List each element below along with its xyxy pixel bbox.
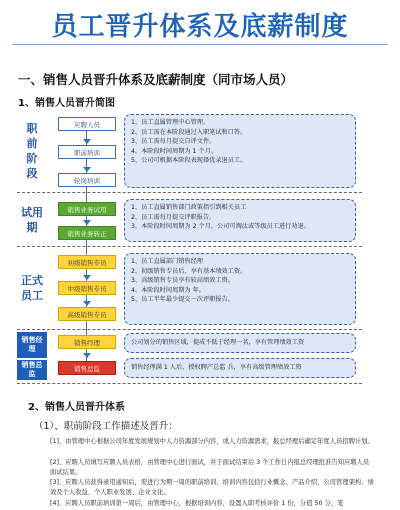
title-divider <box>12 44 388 45</box>
detail-box-manager: 公司划分的销售区域，提成不低于经理一名，享有管理绩效工资 <box>124 333 356 353</box>
paragraph-item: [3]、应聘人员获得录用通知后，需进行为期一周的职前培训，培训内容包括行业概念、产品介绍、公司管理架构、绩效及个人收益、个人职业发展、企业文化。 <box>50 479 374 496</box>
detail-box-director: 销售经理满 1 人后，授权聘产总监 兵，享有高级管理绩效工资 <box>124 358 356 378</box>
flow-arrow <box>83 301 91 306</box>
detail-box-pre: 1、员工直属管理中心管理。 2、员工需在本阶段通过入职笔试和口答。 3、员工需每月提交自评文件。 4、本阶段时间周期为 1 个月。 5、公司可根据本阶段表现择优录退员工。 <box>124 114 356 188</box>
step-pre-training: 职前培训 <box>58 145 116 159</box>
paragraph-item: [2]、应聘人员填写应聘人员表格，由管理中心进行面试，并于面试结束后 3 个工作日内报总经理批准告知应聘人员面试结果。 <box>50 459 370 476</box>
stage-director: 销售总监 <box>17 360 47 380</box>
flow-arrow <box>83 353 91 358</box>
flow-line <box>86 130 87 370</box>
step-junior: 初级销售专员 <box>58 255 116 269</box>
stage-pre: 职前阶段 <box>26 122 38 180</box>
stage-manager: 销售经理 <box>17 332 47 358</box>
step-trial: 销售业务试用 <box>58 202 116 216</box>
paragraph-item: [4]、应聘人员职前培训第一周后，由管理中心，根据培训内容，设置入职考核评价 1 份，分值 50 分，笔 <box>50 500 344 507</box>
stage-separator <box>17 192 362 193</box>
detail-box-trial: 1、员工直属销售部门政策指引到相关员工 2、员工需每月提交评职报告。 3、本阶段时间周期为 2 个月，公司可淘汰或等级员工进行劝退。 <box>124 199 356 242</box>
stage-separator <box>17 246 362 247</box>
step-manager: 销售经理 <box>58 335 116 349</box>
flow-arrow <box>83 167 91 172</box>
stage-trial: 试用期 <box>21 206 43 234</box>
stage-regular: 正式员工 <box>21 274 43 302</box>
step-middle: 中级销售专员 <box>58 281 116 295</box>
stage-separator <box>17 329 362 330</box>
paragraph-item: [1]、由管理中心根据公司年度发展规划中人力资源部分内容，或人力资源需求，报总经理后确定年度人员招聘计划。 <box>50 438 374 445</box>
step-director: 销售总监 <box>58 361 116 375</box>
sub-1-heading: 1、销售人员晋升简图 <box>18 98 115 109</box>
flow-arrow <box>83 139 91 144</box>
detail-box-regular: 1、员工直属部门销售经理 2、初级销售专员后，享有基本绩效工资。 3、高级销售专员享有较高绩效工资。 4、本阶段时间周期为 年。 5、员工半年最少提交一次评职报告。 <box>124 253 356 325</box>
flow-arrow <box>83 275 91 280</box>
flow-arrow <box>83 220 91 225</box>
section-1-heading: 一、销售人员晋升体系及底薪制度（同市场人员） <box>18 72 294 87</box>
step-confirm: 销售业务转正 <box>58 226 116 240</box>
sub-2-heading: （1）、职前阶段工作描述及晋升： <box>34 421 178 432</box>
step-applicant: 应聘人员 <box>58 117 116 131</box>
section-2-heading: 2、销售人员晋升体系 <box>28 402 125 413</box>
step-senior: 高级销售专员 <box>58 307 116 321</box>
stage-separator <box>17 383 362 384</box>
step-rotation-training: 轮岗培训 <box>58 173 116 187</box>
page-title: 员工晋升体系及底薪制度 <box>51 12 349 42</box>
